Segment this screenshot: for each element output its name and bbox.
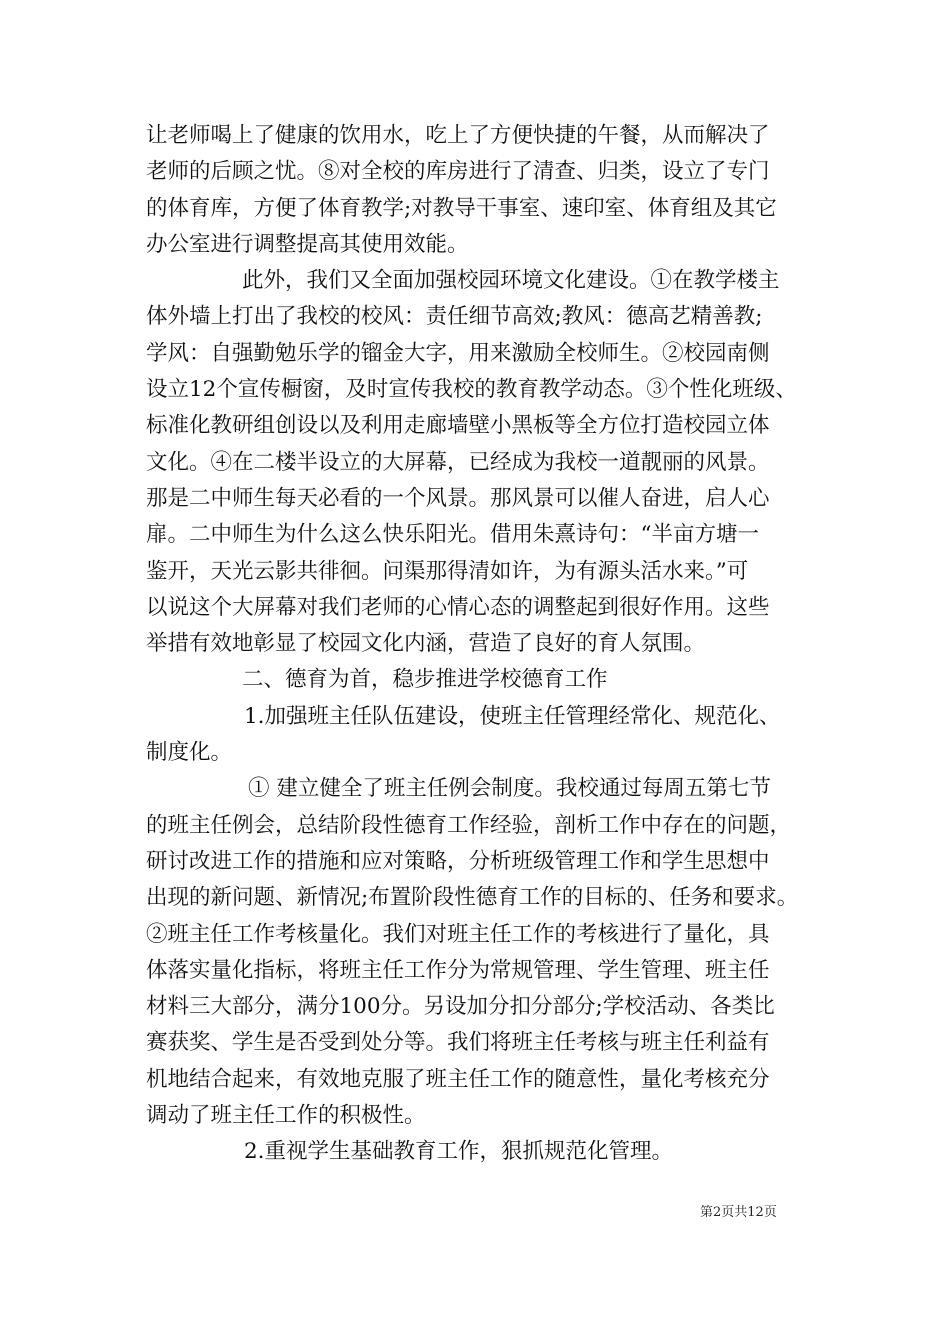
text-line: 老师的后顾之忧。⑧对全校的库房进行了清查、归类，设立了专门 [146,159,770,185]
text-line: 机地结合起来，有效地克服了班主任工作的随意性，量化考核充分 [146,1066,770,1092]
subsection-heading: 1.加强班主任队伍建设，使班主任管理经常化、规范化、 [244,703,781,729]
text-line: 标准化教研组创设以及利用走廊墙壁小黑板等全方位打造校园立体 [146,413,770,439]
text-line: 体外墙上打出了我校的校风：责任细节高效;教风：德高艺精善教; [146,304,763,330]
text-line: 举措有效地彰显了校园文化内涵，营造了良好的育人氛围。 [146,631,706,657]
paragraph-start-line: ① 建立健全了班主任例会制度。我校通过每周五第七节 [248,776,771,802]
text-line: 研讨改进工作的措施和应对策略，分析班级管理工作和学生思想中 [146,848,770,874]
document-body [146,118,808,1171]
text-line: 文化。④在二楼半设立的大屏幕，已经成为我校一道靓丽的风景。 [146,449,770,475]
text-line: 学风：自强勤勉乐学的镏金大字，用来激励全校师生。②校园南侧 [146,340,770,366]
text-line: 出现的新问题、新情况;布置阶段性德育工作的目标的、任务和要求。 [146,885,799,911]
text-line: 调动了班主任工作的积极性。 [146,1103,426,1129]
text-line: ②班主任工作考核量化。我们对班主任工作的考核进行了量化，具 [146,921,770,947]
paragraph-start-line: 此外，我们又全面加强校园环境文化建设。①在教学楼主 [242,268,780,294]
text-line: 材料三大部分，满分100分。另设加分扣分部分;学校活动、各类比 [146,994,775,1020]
text-line: 赛获奖、学生是否受到处分等。我们将班主任考核与班主任利益有 [146,1030,770,1056]
text-line: 体落实量化指标，将班主任工作分为常规管理、学生管理、班主任 [146,957,770,983]
text-line: 的体育库，方便了体育教学;对教导干事室、速印室、体育组及其它 [146,195,777,221]
text-line: 让老师喝上了健康的饮用水，吃上了方便快捷的午餐，从而解决了 [146,123,770,148]
page-number-footer: 第2页共12页 [700,1205,777,1220]
section-heading: 二、德育为首，稳步推进学校德育工作 [242,667,608,693]
text-line: 鉴开，天光云影共徘徊。问渠那得清如许，为有源头活水来。”可 [146,558,749,584]
subsection-heading: 2.重视学生基础教育工作，狠抓规范化管理。 [244,1139,674,1165]
text-line: 制度化。 [146,740,233,766]
text-line: 扉。二中师生为什么这么快乐阳光。借用朱熹诗句：“半亩方塘一 [146,522,759,548]
text-line: 设立12个宣传橱窗，及时宣传我校的教育教学动态。③个性化班级、 [146,377,797,403]
text-line: 那是二中师生每天必看的一个风景。那风景可以催人奋进，启人心 [146,485,770,511]
text-line: 的班主任例会，总结阶段性德育工作经验，剖析工作中存在的问题， [146,812,792,838]
text-line: 办公室进行调整提高其使用效能。 [146,231,469,257]
text-line: 以说这个大屏幕对我们老师的心情心态的调整起到很好作用。这些 [146,594,770,620]
